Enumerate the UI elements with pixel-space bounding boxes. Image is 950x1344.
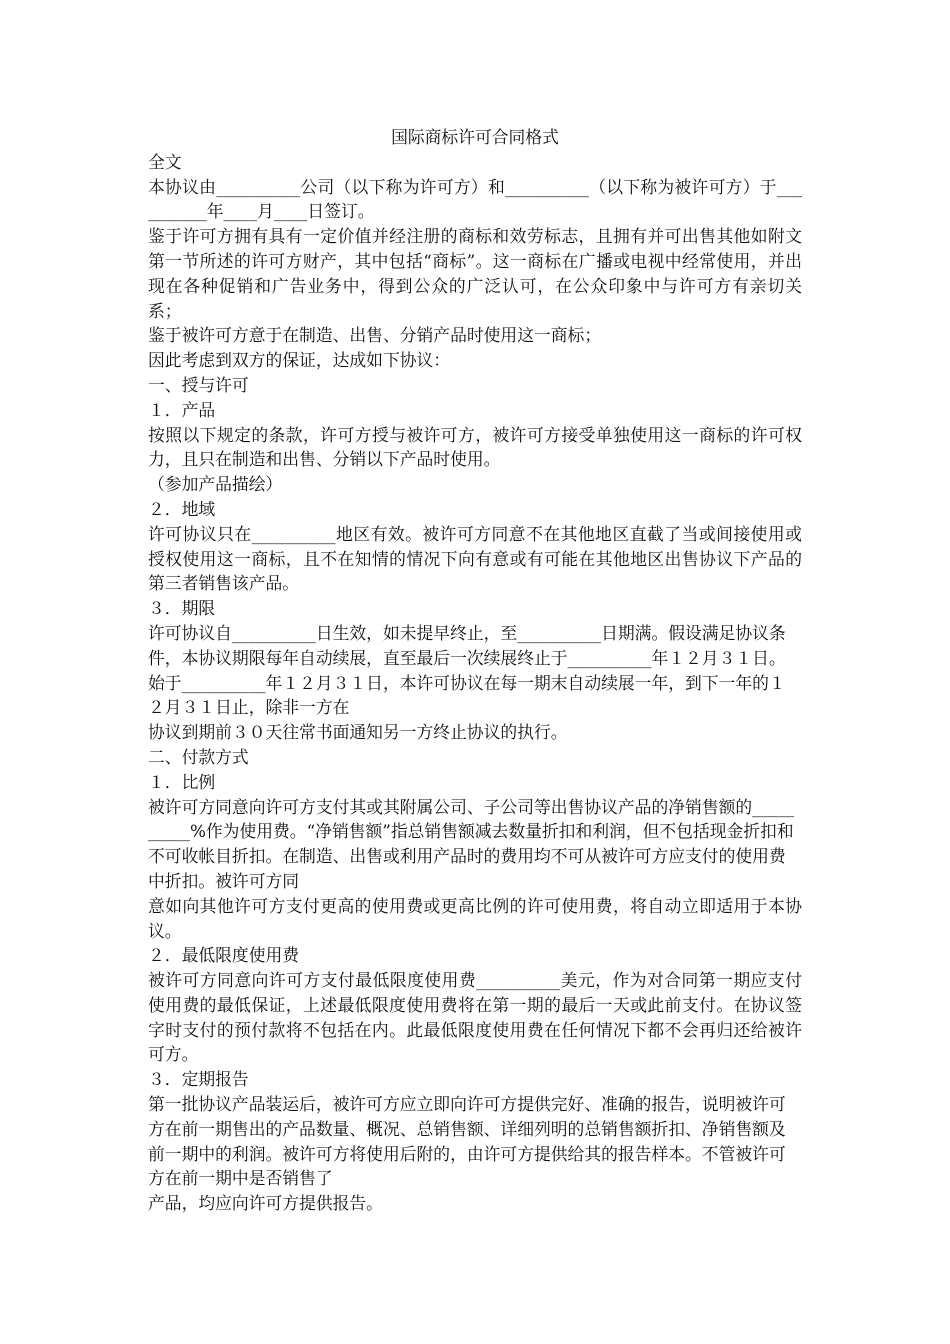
section-heading-grant: 一、授与许可 [148, 374, 249, 395]
section-heading-payment: 二、付款方式 [148, 746, 249, 767]
paragraph-periodic-reports-continued: 产品，均应向许可方提供报告。 [148, 1193, 383, 1214]
subsection-heading-rate: １．比例 [148, 771, 216, 792]
paragraph-products: 按照以下规定的条款，许可方授与被许可方，被许可方接受单独使用这一商标的许可权力，且只在制造和出售、分销以下产品时使用。 [148, 424, 802, 470]
document-page [148, 125, 802, 1216]
document-title: 国际商标许可合同格式 [391, 127, 559, 147]
paragraph-agreement: 因此考虑到双方的保证，达成如下协议： [148, 350, 451, 371]
paragraph-rate-continued: 意如向其他许可方支付更高的使用费或更高比例的许可使用费，将自动立即适用于本协议。 [148, 895, 802, 941]
paragraph-territory: 许可协议只在__________地区有效。被许可方同意不在其他地区直截了当或间接使用或授权使用这一商标，且不在知情的情况下向有意或有可能在其他地区出售协议下产品的第三者销售该产品。 [148, 523, 802, 594]
paragraph-rate: 被许可方同意向许可方支付其或其附属公司、子公司等出售协议产品的净销售额的__________%作为使用费。“净销售额”指总销售额减去数量折扣和利润，但不包括现金折扣和不可收帐目折扣。在制造、出售或利用产品时的费用均不可从被许可方应支付的使用费中折扣。被许可方同 [148, 796, 795, 891]
subsection-heading-territory: ２．地域 [148, 498, 216, 519]
paragraph-term: 许可协议自__________日生效，如未提早终止，至__________日期满。假设满足协议条件，本协议期限每年自动续展，直至最后一次续展终止于__________年１２月３１日。始于__________年１２月３１日，本许可协议在每一期末自动续展一年，到下一年的１２月３１日止，除非一方在 [148, 622, 786, 718]
paragraph-whereas-licensee: 鉴于被许可方意于在制造、出售、分销产品时使用这一商标； [148, 325, 602, 346]
paragraph-periodic-reports: 第一批协议产品装运后，被许可方应立即向许可方提供完好、准确的报告，说明被许可方在前一期售出的产品数量、概况、总销售额、详细列明的总销售额折扣、净销售额及前一期中的利润。被许可方将使用后附的，由许可方提供给其的报告样本。不管被许可方在前一期中是否销售了 [148, 1094, 786, 1189]
subsection-heading-periodic-reports: ３．定期报告 [148, 1069, 249, 1090]
paragraph-full-text-label: 全文 [148, 151, 182, 172]
paragraph-parties: 本协议由__________公司（以下称为许可方）和__________（以下称为被许可方）于__________年____月____日签订。 [148, 176, 802, 222]
subsection-heading-term: ３．期限 [148, 598, 216, 619]
subsection-heading-products: １．产品 [148, 399, 216, 420]
subsection-heading-minimum-royalty: ２．最低限度使用费 [148, 945, 300, 966]
paragraph-minimum-royalty: 被许可方同意向许可方支付最低限度使用费__________美元，作为对合同第一期应支付使用费的最低保证，上述最低限度使用费将在第一期的最后一天或此前支付。在协议签字时支付的预付款将不包括在内。此最低限度使用费在任何情况下都不会再归还给被许可方。 [148, 970, 802, 1065]
paragraph-whereas-licensor: 鉴于许可方拥有具有一定价值并经注册的商标和效劳标志，且拥有并可出售其他如附文第一节所述的许可方财产，其中包括“商标”。这一商标在广播或电视中经常使用，并出现在各种促销和广告业务中，得到公众的广泛认可，在公众印象中与许可方有亲切关系； [148, 226, 802, 321]
paragraph-product-description: （参加产品描绘） [148, 474, 283, 495]
paragraph-term-notice: 协议到期前３０天往常书面通知另一方终止协议的执行。 [148, 722, 568, 743]
